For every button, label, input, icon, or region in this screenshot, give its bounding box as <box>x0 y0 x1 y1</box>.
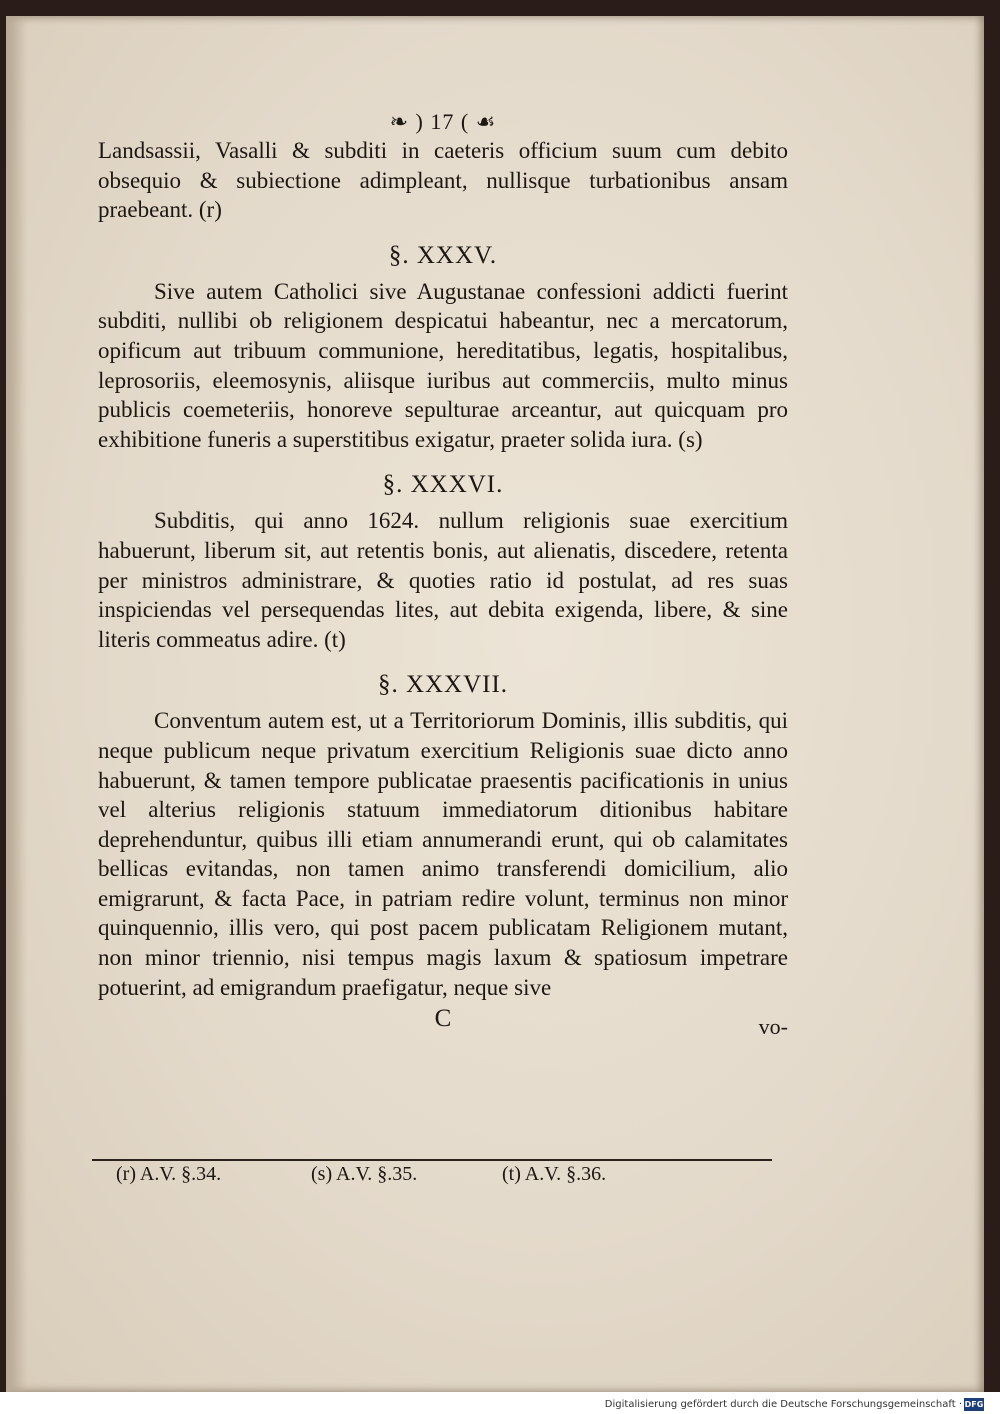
footnote-t: (t) A.V. §.36. <box>502 1163 607 1185</box>
signature-row <box>98 1004 788 1040</box>
footnote-r: (r) A.V. §.34. <box>116 1163 222 1185</box>
section-text-xxxvii: Conventum autem est, ut a Territoriorum Dominis, illis subditis, qui neque publicum neque privatum exercitium Religionis suae dicto anno habuerunt, & tamen tempore publicatae praesentis pacificationis in unius vel alterius religionis statuum immediatorum ditionibus habitare deprehenduntur, quibus illi etiam annumerandi erunt, qui ob calamitates bellicas evitandas, non tamen animo transferendi domicilium, alio emigrarunt, & facta Pace, in patriam redire volunt, terminus non minor quinquennio, illis vero, qui post pacem publicatam Religionem mutant, non minor triennio, nisi tempus magis laxum & spatiosum impetrare potuerint, ad emigrandum praefigatur, neque sive <box>98 708 788 1000</box>
signature-mark: C <box>434 1005 452 1033</box>
catchword: vo- <box>758 1014 788 1040</box>
section-text-xxxv: Sive autem Catholici sive Augustanae confessioni addicti fuerint subditi, nullibi ob religionem despicatui habeantur, nec a mercatorum, opificum aut tribuum communione, hereditatibus, legatis, hospitalibus, leprosoriis, eleemosynis, aliisque iuribus aut commerciis, multo minus publicis coemeteriis, honoreve sepulturae arceantur, aut quicquam pro exhibitione funeris a superstitibus exigatur, praeter solida iura. (s) <box>98 278 788 452</box>
section-title-xxxvi: §. XXXVI. <box>382 471 504 499</box>
footnote-rule <box>92 1159 772 1161</box>
footnote-s: (s) A.V. §.35. <box>311 1163 418 1185</box>
footnotes <box>116 1163 676 1193</box>
dfg-logo: DFG <box>964 1400 984 1409</box>
opening-paragraph: Landsassii, Vasalli & subditi in caeteris officium suum cum debito obsequio & subiectione adimpleant, nullisque turbationibus ansam praebeant. (r) <box>98 138 788 223</box>
section-title-xxxvii: §. XXXVII. <box>377 671 509 699</box>
digitization-credit: Digitalisierung gefördert durch die Deutsche Forschungsgemeinschaft · <box>604 1399 962 1410</box>
section-title-xxxv: §. XXXV. <box>388 241 498 269</box>
running-header: ❧ ) 17 ( ☙ <box>389 109 497 134</box>
page-gutter-shadow <box>6 16 28 1392</box>
page-text-block <box>98 108 788 1040</box>
section-text-xxxvi: Subditis, qui anno 1624. nullum religionis suae exercitium habuerunt, liberum sit, aut retentis bonis, aut alienatis, discedere, retenta per ministros administrare, & quoties ratio id postulat, ad res suas inspiciendas vel persequendas lites, aut debita exigenda, libere, & sine literis commeatus adire. (t) <box>98 508 788 652</box>
